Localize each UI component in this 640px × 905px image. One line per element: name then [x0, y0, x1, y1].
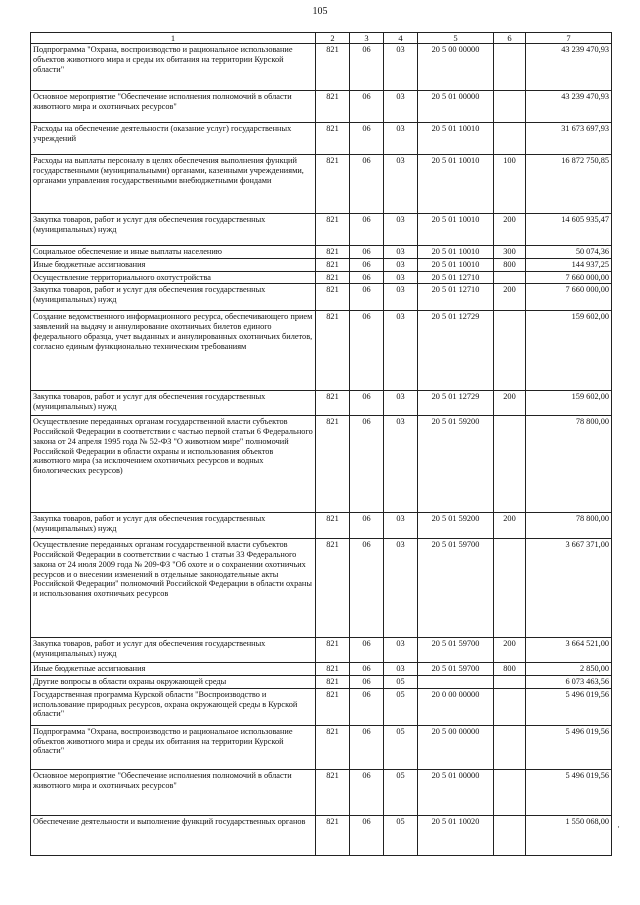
table-row	[31, 246, 612, 259]
header-row	[31, 33, 612, 44]
row-amount: 159 602,00	[526, 311, 612, 391]
row-name: Осуществление территориального охотустройства	[31, 271, 316, 284]
row-name: Осуществление переданных органам государственной власти субъектов Российской Федерации в соответствии с частью 1 статьи 33 Федерального закона от 24 июля 2009 года № 209-ФЗ "Об охоте и о сохранении охотничьих ресурсов и о внесении изменений в отдельные законодательные акты Российской Федерации" полномочий Российской Федерации в области охраны и использования охотничьих ресурсов	[31, 539, 316, 638]
table-row	[31, 663, 612, 676]
table-row	[31, 391, 612, 416]
row-name: Подпрограмма "Охрана, воспроизводство и рациональное использование объектов животного мира и среды их обитания на территории Курской области"	[31, 725, 316, 769]
table-row	[31, 539, 612, 638]
row-code-section: 06	[350, 44, 384, 91]
table-row	[31, 258, 612, 271]
column-header: 6	[494, 33, 526, 44]
row-amount: 7 660 000,00	[526, 284, 612, 311]
row-code-target: 20 5 00 00000	[418, 725, 494, 769]
row-code-target: 20 5 01 12710	[418, 284, 494, 311]
row-code-target: 20 5 01 00000	[418, 91, 494, 123]
row-code-ministry: 821	[316, 284, 350, 311]
table-row	[31, 416, 612, 513]
row-code-expense-type	[494, 311, 526, 391]
row-code-target: 20 5 01 12710	[418, 271, 494, 284]
row-code-ministry: 821	[316, 214, 350, 246]
row-name: Подпрограмма "Охрана, воспроизводство и рациональное использование объектов животного мира и среды их обитания на территории Курской области"	[31, 44, 316, 91]
row-code-ministry: 821	[316, 258, 350, 271]
row-name: Расходы на обеспечение деятельности (оказание услуг) государственных учреждений	[31, 123, 316, 155]
row-code-subsection: 05	[384, 676, 418, 689]
row-amount: 16 872 750,85	[526, 155, 612, 214]
row-code-target: 20 0 00 00000	[418, 688, 494, 725]
row-name: Создание ведомственного информационного ресурса, обеспечивающего прием заявлений на выдачу и аннулирование охотничьих билетов единого федерального образца, учет выданных и аннулированных охотничьих билетов, согласно единым функционально техническим требованиям	[31, 311, 316, 391]
row-amount: 159 602,00	[526, 391, 612, 416]
row-code-subsection: 03	[384, 155, 418, 214]
row-amount: 78 800,00	[526, 513, 612, 539]
row-code-target	[418, 676, 494, 689]
row-code-subsection: 05	[384, 688, 418, 725]
row-amount: 78 800,00	[526, 416, 612, 513]
table-row	[31, 769, 612, 815]
table-row	[31, 284, 612, 311]
row-code-section: 06	[350, 123, 384, 155]
row-code-section: 06	[350, 258, 384, 271]
row-code-target: 20 5 01 10010	[418, 123, 494, 155]
row-code-section: 06	[350, 663, 384, 676]
row-code-target: 20 5 01 10010	[418, 258, 494, 271]
row-code-target: 20 5 01 00000	[418, 769, 494, 815]
row-code-subsection: 05	[384, 725, 418, 769]
table-row	[31, 815, 612, 855]
row-code-subsection: 03	[384, 416, 418, 513]
row-amount: 6 073 463,56	[526, 676, 612, 689]
row-code-ministry: 821	[316, 638, 350, 663]
row-code-section: 06	[350, 513, 384, 539]
row-code-target: 20 5 01 59700	[418, 638, 494, 663]
row-amount: 31 673 697,93	[526, 123, 612, 155]
row-amount: 3 667 371,00	[526, 539, 612, 638]
row-code-section: 06	[350, 271, 384, 284]
row-code-subsection: 03	[384, 258, 418, 271]
row-name: Закупка товаров, работ и услуг для обеспечения государственных (муниципальных) нужд	[31, 638, 316, 663]
row-name: Основное мероприятие "Обеспечение исполнения полномочий в области животного мира и охотничьих ресурсов"	[31, 91, 316, 123]
row-code-subsection: 03	[384, 123, 418, 155]
table-row	[31, 214, 612, 246]
row-code-section: 06	[350, 769, 384, 815]
row-code-expense-type: 200	[494, 284, 526, 311]
row-code-expense-type	[494, 271, 526, 284]
row-code-subsection: 03	[384, 44, 418, 91]
table-row	[31, 513, 612, 539]
row-code-target: 20 5 01 10010	[418, 214, 494, 246]
row-code-ministry: 821	[316, 155, 350, 214]
row-amount: 144 937,25	[526, 258, 612, 271]
row-code-expense-type: 800	[494, 663, 526, 676]
row-amount: 14 605 935,47	[526, 214, 612, 246]
table-row	[31, 123, 612, 155]
row-code-expense-type: 800	[494, 258, 526, 271]
row-code-ministry: 821	[316, 539, 350, 638]
table-row	[31, 155, 612, 214]
stray-mark: ·	[617, 822, 620, 832]
row-name: Закупка товаров, работ и услуг для обеспечения государственных (муниципальных) нужд	[31, 513, 316, 539]
row-code-section: 06	[350, 391, 384, 416]
row-amount: 5 496 019,56	[526, 725, 612, 769]
row-code-target: 20 5 01 59200	[418, 416, 494, 513]
row-code-section: 06	[350, 815, 384, 855]
row-code-section: 06	[350, 539, 384, 638]
table-row	[31, 688, 612, 725]
row-name: Иные бюджетные ассигнования	[31, 258, 316, 271]
column-header: 5	[418, 33, 494, 44]
row-code-ministry: 821	[316, 676, 350, 689]
row-code-expense-type	[494, 725, 526, 769]
row-code-expense-type	[494, 815, 526, 855]
row-code-ministry: 821	[316, 391, 350, 416]
row-code-subsection: 03	[384, 271, 418, 284]
row-code-target: 20 5 01 10010	[418, 246, 494, 259]
row-name: Закупка товаров, работ и услуг для обеспечения государственных (муниципальных) нужд	[31, 391, 316, 416]
row-code-section: 06	[350, 91, 384, 123]
row-code-ministry: 821	[316, 416, 350, 513]
row-amount: 3 664 521,00	[526, 638, 612, 663]
row-code-subsection: 05	[384, 815, 418, 855]
row-amount: 5 496 019,56	[526, 769, 612, 815]
row-code-subsection: 03	[384, 539, 418, 638]
row-code-section: 06	[350, 284, 384, 311]
row-name: Социальное обеспечение и иные выплаты населению	[31, 246, 316, 259]
row-code-subsection: 05	[384, 769, 418, 815]
row-amount: 5 496 019,56	[526, 688, 612, 725]
row-code-target: 20 5 01 10020	[418, 815, 494, 855]
table-row	[31, 271, 612, 284]
row-code-ministry: 821	[316, 725, 350, 769]
row-code-expense-type	[494, 123, 526, 155]
row-name: Обеспечение деятельности и выполнение функций государственных органов	[31, 815, 316, 855]
row-code-target: 20 5 01 59200	[418, 513, 494, 539]
row-code-section: 06	[350, 416, 384, 513]
row-code-section: 06	[350, 246, 384, 259]
row-code-target: 20 5 01 10010	[418, 155, 494, 214]
row-amount: 7 660 000,00	[526, 271, 612, 284]
row-code-section: 06	[350, 155, 384, 214]
table-row	[31, 638, 612, 663]
row-code-ministry: 821	[316, 91, 350, 123]
row-code-ministry: 821	[316, 663, 350, 676]
row-code-section: 06	[350, 688, 384, 725]
row-code-target: 20 5 01 12729	[418, 311, 494, 391]
column-header: 3	[350, 33, 384, 44]
row-code-expense-type	[494, 44, 526, 91]
row-code-subsection: 03	[384, 91, 418, 123]
row-code-section: 06	[350, 311, 384, 391]
row-code-expense-type: 200	[494, 513, 526, 539]
row-code-subsection: 03	[384, 663, 418, 676]
row-code-subsection: 03	[384, 513, 418, 539]
row-code-subsection: 03	[384, 214, 418, 246]
row-code-subsection: 03	[384, 638, 418, 663]
row-code-subsection: 03	[384, 311, 418, 391]
row-amount: 2 850,00	[526, 663, 612, 676]
row-code-ministry: 821	[316, 271, 350, 284]
row-code-expense-type	[494, 539, 526, 638]
row-amount: 43 239 470,93	[526, 91, 612, 123]
row-amount: 43 239 470,93	[526, 44, 612, 91]
column-header: 7	[526, 33, 612, 44]
row-code-subsection: 03	[384, 246, 418, 259]
row-name: Другие вопросы в области охраны окружающей среды	[31, 676, 316, 689]
row-code-expense-type	[494, 676, 526, 689]
table-row	[31, 44, 612, 91]
row-code-section: 06	[350, 214, 384, 246]
column-header: 4	[384, 33, 418, 44]
row-code-expense-type	[494, 688, 526, 725]
row-code-ministry: 821	[316, 769, 350, 815]
row-code-expense-type: 200	[494, 214, 526, 246]
row-amount: 50 074,36	[526, 246, 612, 259]
row-code-expense-type	[494, 769, 526, 815]
row-code-subsection: 03	[384, 284, 418, 311]
row-code-expense-type: 200	[494, 638, 526, 663]
budget-table	[30, 32, 612, 856]
column-header: 1	[31, 33, 316, 44]
row-code-target: 20 5 01 59700	[418, 663, 494, 676]
row-code-ministry: 821	[316, 688, 350, 725]
row-code-ministry: 821	[316, 246, 350, 259]
row-name: Государственная программа Курской области "Воспроизводство и использование природных ресурсов, охрана окружающей среды в Курской области"	[31, 688, 316, 725]
row-name: Основное мероприятие "Обеспечение исполнения полномочий в области животного мира и охотничьих ресурсов"	[31, 769, 316, 815]
row-code-expense-type: 100	[494, 155, 526, 214]
row-code-expense-type	[494, 416, 526, 513]
page-number: 105	[312, 6, 328, 17]
row-code-expense-type: 300	[494, 246, 526, 259]
row-code-ministry: 821	[316, 44, 350, 91]
row-code-subsection: 03	[384, 391, 418, 416]
row-code-ministry: 821	[316, 123, 350, 155]
row-code-section: 06	[350, 676, 384, 689]
row-code-section: 06	[350, 638, 384, 663]
row-code-target: 20 5 01 12729	[418, 391, 494, 416]
table-row	[31, 91, 612, 123]
row-code-expense-type	[494, 91, 526, 123]
row-name: Закупка товаров, работ и услуг для обеспечения государственных (муниципальных) нужд	[31, 284, 316, 311]
row-code-ministry: 821	[316, 815, 350, 855]
row-code-section: 06	[350, 725, 384, 769]
table-row	[31, 311, 612, 391]
column-header: 2	[316, 33, 350, 44]
row-amount: 1 550 068,00	[526, 815, 612, 855]
row-name: Иные бюджетные ассигнования	[31, 663, 316, 676]
table-row	[31, 676, 612, 689]
row-name: Закупка товаров, работ и услуг для обеспечения государственных (муниципальных) нужд	[31, 214, 316, 246]
row-name: Расходы на выплаты персоналу в целях обеспечения выполнения функций государственными (муниципальными) органами, казенными учреждениями, органами управления государственными внебюджетными фондами	[31, 155, 316, 214]
row-code-target: 20 5 00 00000	[418, 44, 494, 91]
row-code-ministry: 821	[316, 513, 350, 539]
row-code-target: 20 5 01 59700	[418, 539, 494, 638]
row-code-ministry: 821	[316, 311, 350, 391]
table-row	[31, 725, 612, 769]
row-code-expense-type: 200	[494, 391, 526, 416]
row-name: Осуществление переданных органам государственной власти субъектов Российской Федерации в соответствии с частью первой статьи 6 Федерального закона от 24 апреля 1995 года № 52-ФЗ "О животном мире" полномочий Российской Федерации в области охраны и использования объектов животного мира (за исключением охотничьих ресурсов и водных биологических ресурсов)	[31, 416, 316, 513]
